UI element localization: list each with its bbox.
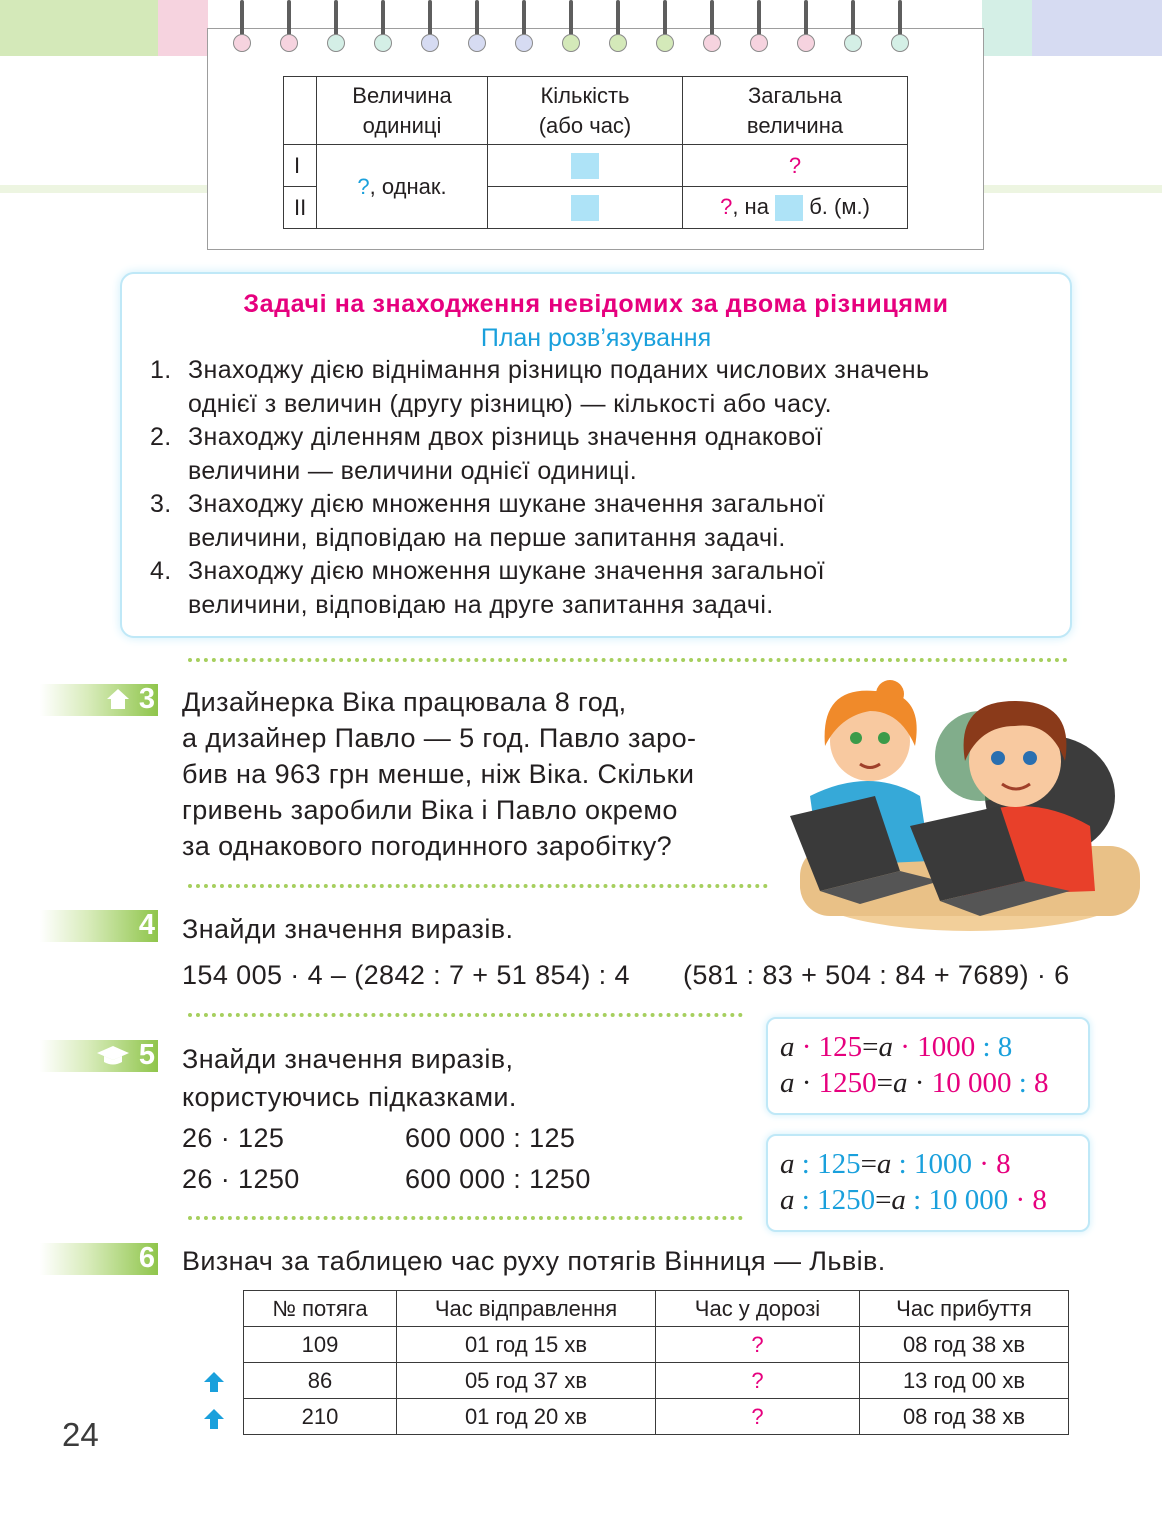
dotted-divider <box>188 658 1068 662</box>
rule-item-number: 2. <box>150 423 172 451</box>
rule-item-line: Знаходжу діленням двох різниць значення однакової <box>188 423 823 451</box>
header-quantity: Кількість (або час) <box>488 77 683 145</box>
top-stripe-mint <box>982 0 1032 56</box>
header-total: Загальна величина <box>683 77 908 145</box>
exercise-3-badge <box>40 684 158 716</box>
blank-square <box>571 195 599 221</box>
exercise-6-text: Визнач за таблицею час руху потягів Вінниця — Львів. <box>182 1246 886 1276</box>
hint-box-multiply <box>766 1017 1090 1115</box>
top-stripe-green <box>0 0 158 56</box>
exercise-5-badge <box>40 1040 158 1072</box>
exercise-3-text <box>182 684 696 864</box>
column-header: Час відправлення <box>397 1291 656 1327</box>
rule-item-line: величини, відповідаю на перше запитання задачі. <box>188 524 786 552</box>
expression: 600 000 : 1250 <box>405 1164 591 1194</box>
total-cell-2: ?, на б. (м.) <box>683 187 908 229</box>
exercise-line: а дизайнер Павло — 5 год. Павло заро- <box>182 723 697 753</box>
table-row <box>244 1399 1069 1435</box>
table-cell: 109 <box>244 1327 397 1363</box>
quantity-cell-2 <box>488 187 683 229</box>
table-row <box>244 1327 1069 1363</box>
rule-box <box>120 272 1072 638</box>
table-row <box>244 1363 1069 1399</box>
dotted-divider <box>188 1216 743 1220</box>
hint-line: a : 125=a : 1000 · 8 <box>780 1148 1011 1180</box>
exercise-5-column-2 <box>405 1118 591 1200</box>
graduation-cap-icon <box>96 1044 130 1066</box>
exercise-number: 3 <box>138 683 155 715</box>
rule-title: Задачі на знаходження невідомих за двома різницями <box>243 290 949 318</box>
up-arrow-icon <box>203 1408 225 1430</box>
exercise-line: користуючись підказками. <box>182 1082 517 1112</box>
row-label-2: II <box>284 187 317 229</box>
house-icon <box>106 688 130 710</box>
table-cell: 08 год 38 хв <box>860 1399 1069 1435</box>
rule-item-line: величини — величини однієї одиниці. <box>188 457 638 485</box>
exercise-line: за однакового погодинного заробітку? <box>182 831 673 861</box>
exercise-5-column-1 <box>182 1118 300 1200</box>
table-corner-cell <box>284 77 317 145</box>
rule-subtitle: План розв’язування <box>480 324 712 352</box>
rule-item-line: Знаходжу дією віднімання різницю поданих числових значень <box>188 356 930 384</box>
up-arrow-icon <box>203 1371 225 1393</box>
rule-item-number: 3. <box>150 490 172 518</box>
table-cell: ? <box>656 1363 860 1399</box>
rule-item-line: однієї з величин (другу різницю) — кількості або часу. <box>188 390 833 418</box>
table-cell: 05 год 37 хв <box>397 1363 656 1399</box>
quantity-table <box>283 76 908 229</box>
hint-line: a · 125=a · 1000 : 8 <box>780 1031 1013 1063</box>
blank-square <box>571 153 599 179</box>
rule-item-number: 4. <box>150 557 172 585</box>
hint-line: a : 1250=a : 10 000 · 8 <box>780 1184 1047 1216</box>
table-cell: 86 <box>244 1363 397 1399</box>
rule-item-line: величини, відповідаю на друге запитання задачі. <box>188 591 774 619</box>
expression: 600 000 : 125 <box>405 1123 576 1153</box>
exercise-number: 5 <box>138 1039 155 1071</box>
row-label-1: I <box>284 145 317 187</box>
table-cell: ? <box>656 1399 860 1435</box>
exercise-number: 4 <box>138 909 155 941</box>
exercise-5-text <box>182 1041 517 1115</box>
table-cell: 08 год 38 хв <box>860 1327 1069 1363</box>
exercise-4-text: Знайди значення виразів. <box>182 914 514 944</box>
hint-line: a · 1250=a · 10 000 : 8 <box>780 1067 1049 1099</box>
exercise-4-badge <box>40 910 158 942</box>
dotted-divider <box>188 884 768 888</box>
designers-illustration <box>780 676 1160 936</box>
quantity-cell-1 <box>488 145 683 187</box>
table-cell: 210 <box>244 1399 397 1435</box>
page-number: 24 <box>62 1416 99 1453</box>
expression: 26 · 125 <box>182 1123 285 1153</box>
hint-box-divide <box>766 1134 1090 1232</box>
blank-square <box>775 195 803 221</box>
rule-item-line: Знаходжу дією множення шукане значення загальної <box>188 490 825 518</box>
exercise-line: Знайди значення виразів, <box>182 1044 514 1074</box>
top-stripe-pink <box>158 0 208 56</box>
column-header: № потяга <box>244 1291 397 1327</box>
train-table <box>243 1290 1069 1435</box>
column-header: Час у дорозі <box>656 1291 860 1327</box>
top-stripe-lavender <box>1032 0 1162 56</box>
exercise-6-badge <box>40 1243 158 1275</box>
rule-item-number: 1. <box>150 356 172 384</box>
table-cell: ? <box>656 1327 860 1363</box>
unit-value-cell: ?, однак. <box>317 145 488 229</box>
header-unit-value: Величина одиниці <box>317 77 488 145</box>
dotted-divider <box>188 1013 743 1017</box>
expression: 26 · 1250 <box>182 1164 300 1194</box>
column-header: Час прибуття <box>860 1291 1069 1327</box>
table-cell: 01 год 15 хв <box>397 1327 656 1363</box>
exercise-line: бив на 963 грн менше, ніж Віка. Скільки <box>182 759 695 789</box>
exercise-4-expression-2: (581 : 83 + 504 : 84 + 7689) · 6 <box>683 960 1070 990</box>
exercise-line: гривень заробили Віка і Павло окремо <box>182 795 678 825</box>
total-cell-1: ? <box>683 145 908 187</box>
exercise-number: 6 <box>138 1242 155 1274</box>
table-cell: 01 год 20 хв <box>397 1399 656 1435</box>
exercise-line: Дизайнерка Віка працювала 8 год, <box>182 687 627 717</box>
exercise-4-expression-1: 154 005 · 4 – (2842 : 7 + 51 854) : 4 <box>182 960 630 990</box>
table-cell: 13 год 00 хв <box>860 1363 1069 1399</box>
rule-item-line: Знаходжу дією множення шукане значення загальної <box>188 557 825 585</box>
